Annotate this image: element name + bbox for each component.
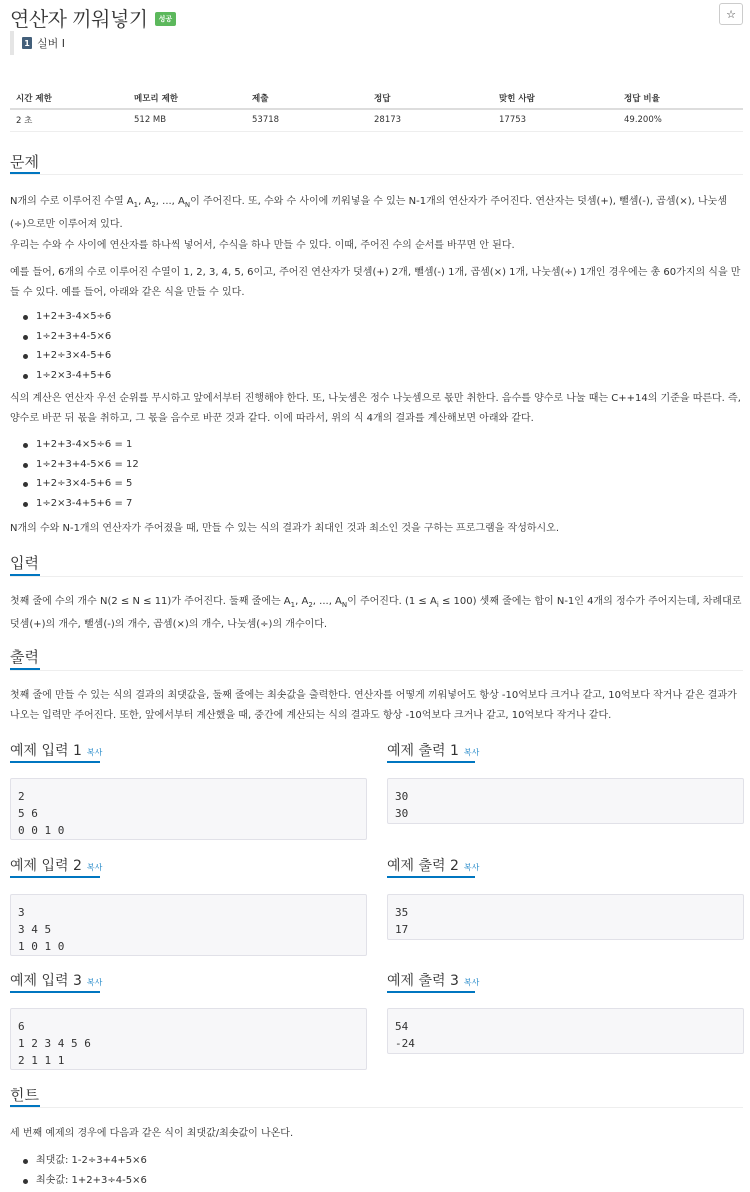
sample-output-1-heading	[387, 740, 479, 760]
header-accept-ratio: 정답 비율	[618, 87, 743, 109]
header-submissions: 제출	[246, 87, 368, 109]
output-text: 첫째 줄에 만들 수 있는 식의 결과의 최댓값을, 둘째 줄에는 최솟값을 출력한다. 연산자를 어떻게 끼워넣어도 항상 -10억보다 크거나 같고, 10억보다 작거나 같은 결과가 나오는 입력만 주어진다. 또한, 앞에서부터 계산했을 때, 중간에 계산되는 식의 결과도 항상 -10억보다 크거나 같고, 10억보다 작거나 같다.	[10, 690, 737, 721]
list-item: 1+2+3-4×5÷6 = 1	[22, 435, 139, 455]
list-item: 1+2+3-4×5÷6	[22, 307, 111, 327]
header-memory-limit: 메모리 제한	[128, 87, 246, 109]
sample-output-3-title: 예제 출력 3	[387, 973, 459, 989]
cell-solved-users[interactable]: 17753	[493, 109, 618, 131]
header-accepted: 정답	[368, 87, 493, 109]
input-text-b: , A	[295, 596, 309, 607]
sample-input-2-box: 3 3 4 5 1 0 1 0	[10, 894, 367, 956]
sample-output-2-box: 35 17	[387, 894, 744, 940]
info-table-header-row	[10, 87, 743, 109]
expression-list	[22, 307, 111, 385]
sample-input-1-title: 예제 입력 1	[10, 743, 82, 759]
copy-sample-output-3-link[interactable]: 복사	[463, 978, 480, 987]
sample-input-3-heading	[10, 970, 102, 990]
problem-paragraph-1	[10, 192, 743, 235]
problem-paragraph-4: 식의 계산은 연산자 우선 순위를 무시하고 앞에서부터 진행해야 한다. 또, 나눗셈은 정수 나눗셈으로 몫만 취한다. 음수를 양수로 나눌 때는 C++14의 기준을 따른다. 즉, 양수로 바꾼 뒤 몫을 취하고, 그 몫을 음수로 바꾼 것과 같다. 이에 따라서, 위의 식 4개의 결과를 계산해보면 아래와 같다.	[10, 393, 741, 424]
sample-input-1-underline	[10, 761, 100, 763]
problem-p1-text-a: N개의 수로 이루어진 수열 A	[10, 196, 134, 207]
copy-sample-output-1-link[interactable]: 복사	[463, 748, 480, 757]
output-heading: 출력	[10, 648, 39, 666]
problem-p1-sub-n: N	[184, 201, 191, 209]
sample-input-2-title: 예제 입력 2	[10, 858, 82, 874]
sample-output-1-title: 예제 출력 1	[387, 743, 459, 759]
problem-info-table	[10, 87, 743, 132]
input-sub-i: i	[436, 601, 439, 609]
sample-output-2-title: 예제 출력 2	[387, 858, 459, 874]
output-divider	[10, 670, 743, 671]
problem-paragraph-5: N개의 수와 N-1개의 연산자가 주어졌을 때, 만들 수 있는 식의 결과가 최대인 것과 최소인 것을 구하는 프로그램을 작성하시오.	[10, 523, 560, 534]
input-text	[10, 592, 743, 635]
problem-divider	[10, 174, 743, 175]
input-sub-2: 2	[308, 601, 313, 609]
sample-input-3-title: 예제 입력 3	[10, 973, 82, 989]
sample-output-2-underline	[387, 876, 475, 878]
list-item: 1+2÷3×4-5+6 = 5	[22, 474, 139, 494]
hint-heading: 힌트	[10, 1086, 39, 1104]
input-text-a: 첫째 줄에 수의 개수 N(2 ≤ N ≤ 11)가 주어진다. 둘째 줄에는 A	[10, 596, 291, 607]
cell-time-limit: 2 초	[10, 109, 128, 131]
list-item: 최솟값: 1+2+3÷4-5×6	[22, 1171, 147, 1191]
sample-input-2-heading	[10, 855, 102, 875]
copy-sample-input-2-link[interactable]: 복사	[86, 863, 103, 872]
problem-p1-text-d: 이 주어진다. 또, 수와 수 사이에 끼워넣을 수 있는 N-1개의 연산자가 주어진다. 연산자는 덧셈(+), 뺄셈(-), 곱셈(×), 나눗셈(÷)으로만 이루어져 있다.	[10, 196, 728, 230]
input-divider	[10, 576, 743, 577]
sample-output-3-heading	[387, 970, 479, 990]
sample-output-1-box: 30 30	[387, 778, 744, 824]
problem-heading: 문제	[10, 153, 39, 171]
result-list	[22, 435, 139, 513]
copy-sample-input-1-link[interactable]: 복사	[86, 748, 103, 757]
sample-output-3-underline	[387, 991, 475, 993]
sample-input-2-underline	[10, 876, 100, 878]
input-sub-n: N	[341, 601, 348, 609]
input-text-c: , ..., A	[312, 596, 342, 607]
problem-paragraph-2: 우리는 수와 수 사이에 연산자를 하나씩 넣어서, 수식을 하나 만들 수 있다. 이때, 주어진 수의 순서를 바꾸면 안 된다.	[10, 240, 515, 251]
sample-output-2-heading	[387, 855, 479, 875]
tier-box	[10, 31, 65, 55]
problem-p1-text-b: , A	[138, 196, 152, 207]
sample-output-1-underline	[387, 761, 475, 763]
hint-list	[22, 1151, 147, 1190]
input-text-d: 이 주어진다. (1 ≤ A	[347, 596, 437, 607]
cell-submissions[interactable]: 53718	[246, 109, 368, 131]
problem-title-row	[10, 3, 176, 31]
list-item: 1÷2×3-4+5+6	[22, 366, 111, 386]
list-item: 최댓값: 1-2÷3+4+5×6	[22, 1151, 147, 1171]
star-icon: ☆	[726, 7, 736, 21]
list-item: 1÷2+3+4-5×6	[22, 327, 111, 347]
status-badge: 성공	[155, 12, 177, 26]
tier-label: 실버 I	[37, 37, 65, 50]
cell-accept-ratio: 49.200%	[618, 109, 743, 131]
input-heading: 입력	[10, 554, 39, 572]
hint-divider	[10, 1107, 743, 1108]
header-time-limit: 시간 제한	[10, 87, 128, 109]
sample-input-1-box: 2 5 6 0 0 1 0	[10, 778, 367, 840]
list-item: 1÷2×3-4+5+6 = 7	[22, 494, 139, 514]
cell-memory-limit: 512 MB	[128, 109, 246, 131]
copy-sample-output-2-link[interactable]: 복사	[463, 863, 480, 872]
input-text-e: ≤ 100) 셋째 줄에는 합이 N-1인 4개의 정수가 주어지는데, 차례대로 덧셈(+)의 개수, 뺄셈(-)의 개수, 곱셈(×)의 개수, 나눗셈(÷)의 개수이다.	[10, 596, 742, 630]
problem-p1-text-c: , ..., A	[155, 196, 185, 207]
cell-accepted[interactable]: 28173	[368, 109, 493, 131]
sample-input-1-heading	[10, 740, 102, 760]
sample-input-3-underline	[10, 991, 100, 993]
problem-p1-sub-2: 2	[151, 201, 156, 209]
silver-tier-icon: 1	[22, 37, 32, 49]
problem-paragraph-3: 예를 들어, 6개의 수로 이루어진 수열이 1, 2, 3, 4, 5, 6이고, 주어진 연산자가 덧셈(+) 2개, 뺄셈(-) 1개, 곱셈(×) 1개, 나눗셈(÷) 1개인 경우에는 총 60가지의 식을 만들 수 있다. 예를 들어, 아래와 같은 식을 만들 수 있다.	[10, 267, 741, 298]
list-item: 1+2÷3×4-5+6	[22, 346, 111, 366]
info-table-row	[10, 109, 743, 131]
sample-output-3-box: 54 -24	[387, 1008, 744, 1054]
copy-sample-input-3-link[interactable]: 복사	[86, 978, 103, 987]
input-sub-1: 1	[290, 601, 296, 609]
sample-input-3-box: 6 1 2 3 4 5 6 2 1 1 1	[10, 1008, 367, 1070]
page-title: 연산자 끼워넣기	[10, 6, 148, 31]
hint-text: 세 번째 예제의 경우에 다음과 같은 식이 최댓값/최솟값이 나온다.	[10, 1128, 294, 1139]
favorite-star-button[interactable]	[719, 3, 743, 25]
list-item: 1÷2+3+4-5×6 = 12	[22, 455, 139, 475]
problem-p1-sub-1: 1	[133, 201, 139, 209]
header-solved-users: 맞힌 사람	[493, 87, 618, 109]
